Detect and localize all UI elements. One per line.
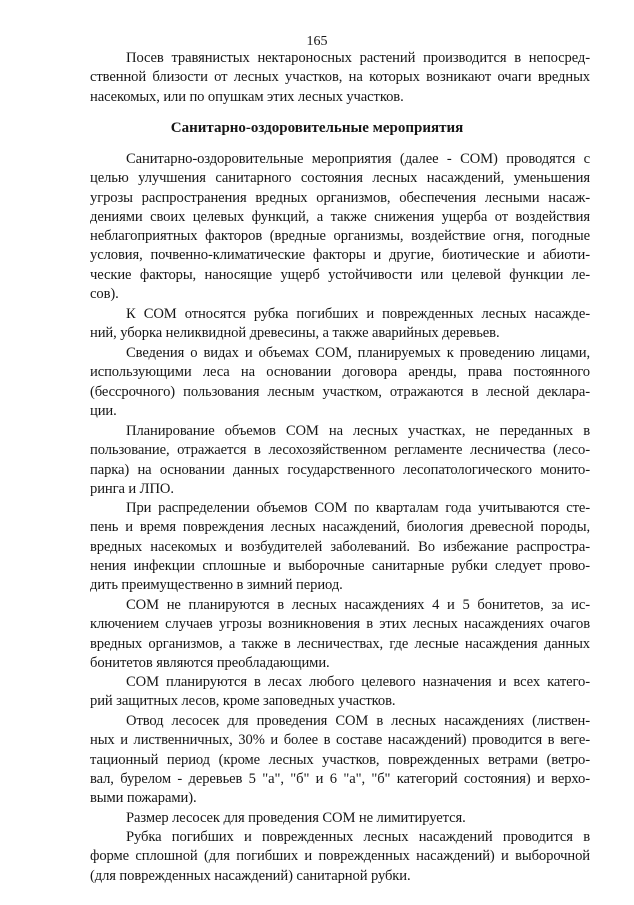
text-line: дениями своих целевых функций, а также снижения ущерба от воздействия [90,208,590,225]
text-line: Рубка погибших и поврежденных лесных насаждений проводится в [126,829,590,845]
text-line: (бессрочного) пользования лесным участком, отражаются в лесной деклара- [90,383,590,400]
text-line: сов). [90,286,119,303]
paragraph-6 [90,596,590,673]
page-number: 165 [306,34,328,49]
text-line: вредных насекомых и возбудителей заболеваний. Во избежание распростра- [90,538,590,555]
text-line: ринга и ЛПО. [90,480,174,497]
text-line: ний, уборка неликвидной древесины, а также аварийных деревьев. [90,325,500,342]
text-line: бонитетов являются преобладающими. [90,654,330,671]
text-line: дить преимущественно в зимний период. [90,577,343,594]
paragraph-10 [90,828,590,886]
text-line: СОМ планируются в лесах любого целевого назначения и всех катего- [126,674,590,690]
text-line: ключением случаев угрозы возникновения в этих лесных насаждениях очагов [90,616,590,633]
text-line: Размер лесосек для проведения СОМ не лимитируется. [126,810,466,826]
paragraph-3 [90,344,590,421]
text-line: тационный период (кроме лесных участков, поврежденных ветрами (ветро- [90,751,590,768]
text-line: неблагоприятных факторов (вредные организмы, воздействие огня, погодные [90,228,590,245]
text-line: Посев травянистых нектароносных растений производится в непосред- [126,50,590,66]
intro-paragraph [90,49,590,107]
text-line: пользование, отражается в лесохозяйственном регламенте лесничества (лесо- [90,442,590,459]
text-line: ственной близости от лесных участков, на которых возникают очаги вредных [90,69,590,86]
text-line: выми пожарами). [90,790,197,807]
text-line: пень и время повреждения лесных насаждений, биология древесной породы, [90,519,590,536]
text-line: К СОМ относятся рубка погибших и поврежденных лесных насажде- [126,306,590,322]
text-line: Планирование объемов СОМ на лесных участках, не переданных в [126,423,590,439]
text-line: Санитарно-оздоровительные мероприятия (далее - СОМ) проводятся с [126,151,590,167]
section-heading: Санитарно-оздоровительные мероприятия [170,120,464,136]
text-line: ческие факторы, наносящие ущерб устойчивости или целевой функции ле- [90,266,590,283]
text-line: (для поврежденных насаждений) санитарной рубки. [90,867,411,884]
text-line: Сведения о видах и объемах СОМ, планируемых к проведению лицами, [126,345,590,361]
text-line: ных и лиственничных, 30% и более в составе насаждений) проводится в веге- [90,732,590,749]
paragraph-8 [90,712,590,808]
paragraph-7 [90,673,590,712]
text-line: При распределении объемов СОМ по кварталам года учитываются сте- [126,500,590,516]
text-line: парка) на основании данных государственного лесопатологического монито- [90,461,590,478]
text-line: СОМ не планируются в лесных насаждениях 4 и 5 бонитетов, за ис- [126,597,590,613]
text-line: нения инфекции сплошные и выборочные санитарные рубки следует прово- [90,557,590,574]
paragraph-1 [90,150,590,304]
text-line: ции. [90,402,117,419]
text-line: угрозы распространения вредных организмов, обеспечения лесными насаж- [90,189,590,206]
text-line: целью улучшения санитарного состояния лесных насаждений, уменьшения [90,170,590,187]
text-line: использующими леса на основании договора аренды, права постоянного [90,364,590,381]
text-line: вал, бурелом - деревьев 5 "а", "б" и 6 "а", "б" категорий состояния) и верхо- [90,770,590,787]
text-line: Отвод лесосек для проведения СОМ в лесных насаждениях (листвен- [126,713,590,729]
text-line: форме сплошной (для погибших и поврежденных насаждений) и выборочной [90,848,590,865]
text-line: вредных организмов, а также в лесничествах, где лесные насаждения данных [90,635,590,652]
text-line: рий защитных лесов, кроме заповедных участков. [90,693,396,710]
paragraph-4 [90,422,590,499]
text-line: насекомых, или по опушкам этих лесных участков. [90,88,404,105]
paragraph-2 [90,305,590,344]
text-line: условия, почвенно-климатические факторы и другие, биотические и абиоти- [90,247,590,264]
paragraph-5 [90,499,590,595]
paragraph-9 [90,809,590,828]
